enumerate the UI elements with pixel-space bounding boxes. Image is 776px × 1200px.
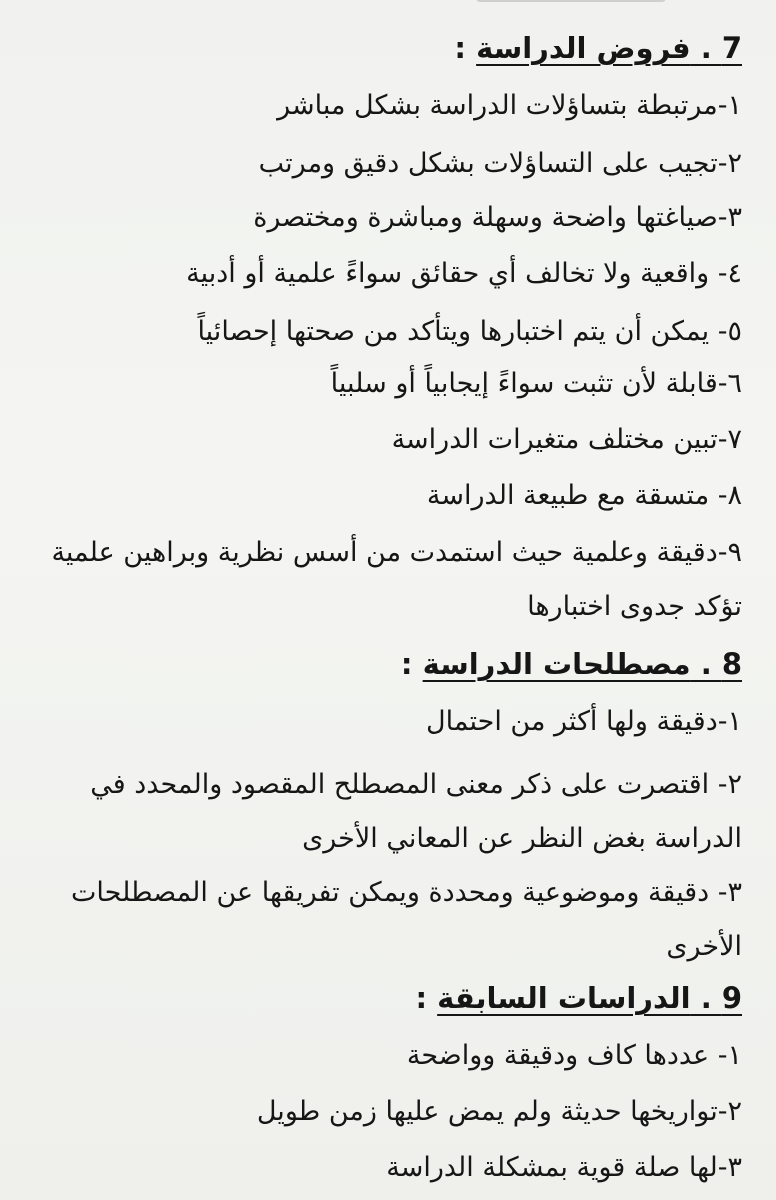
section-7-item-9: ٩-دقيقة وعلمية حيث استمدت من أسس نظرية وبراهين علمية تؤكد جدوى اختبارها	[51, 537, 742, 622]
section-7-title-underlined: 7 . فروض الدراسة	[476, 31, 742, 65]
section-7-number: 7	[721, 31, 742, 65]
section-9-title: الدراسات السابقة	[437, 981, 691, 1015]
section-7-colon: :	[454, 31, 477, 65]
section-9-heading	[30, 976, 742, 1020]
section-7-item-3: ٣-صياغتها واضحة وسهلة ومباشرة ومختصرة	[253, 202, 742, 233]
section-8-title-underlined: 8 . مصطلحات الدراسة	[422, 647, 742, 681]
section-7-item-8: ٨- متسقة مع طبيعة الدراسة	[426, 480, 742, 511]
section-7-item-2: ٢-تجيب على التساؤلات بشكل دقيق ومرتب	[258, 148, 742, 179]
cropped-previous-line	[436, 0, 736, 4]
section-8-number: 8	[721, 647, 742, 681]
section-7-title: فروض الدراسة	[476, 31, 691, 65]
section-7-item-4: ٤- واقعية ولا تخالف أي حقائق سواءً علمية أو أدبية	[186, 258, 742, 289]
section-7-heading	[30, 26, 742, 70]
section-7-item-6: ٦-قابلة لأن تثبت سواءً إيجابياً أو سلبياً	[330, 368, 742, 399]
section-9-number: 9	[721, 981, 742, 1015]
section-7-item-1: ١-مرتبطة بتساؤلات الدراسة بشكل مباشر	[277, 90, 742, 121]
section-8-item-2: ٢- اقتصرت على ذكر معنى المصطلح المقصود والمحدد في الدراسة بغض النظر عن المعاني الأخرى	[90, 769, 742, 854]
section-9-title-underlined: 9 . الدراسات السابقة	[437, 981, 742, 1015]
section-8-item-3: ٣- دقيقة وموضوعية ومحددة ويمكن تفريقها عن المصطلحات الأخرى	[71, 877, 742, 962]
section-7-item-5: ٥- يمكن أن يتم اختبارها ويتأكد من صحتها إحصائياً	[197, 316, 742, 347]
section-8-title: مصطلحات الدراسة	[422, 647, 691, 681]
section-8-heading	[30, 642, 742, 686]
section-8-colon: :	[400, 647, 423, 681]
section-9-item-1: ١- عددها كاف ودقيقة وواضحة	[406, 1040, 742, 1071]
section-7-item-7: ٧-تبين مختلف متغيرات الدراسة	[391, 424, 742, 455]
section-9-item-3: ٣-لها صلة قوية بمشكلة الدراسة	[386, 1152, 742, 1183]
section-8-item-1: ١-دقيقة ولها أكثر من احتمال	[426, 706, 742, 737]
section-9-item-2: ٢-تواريخها حديثة ولم يمض عليها زمن طويل	[256, 1096, 742, 1127]
section-9-colon: :	[415, 981, 438, 1015]
